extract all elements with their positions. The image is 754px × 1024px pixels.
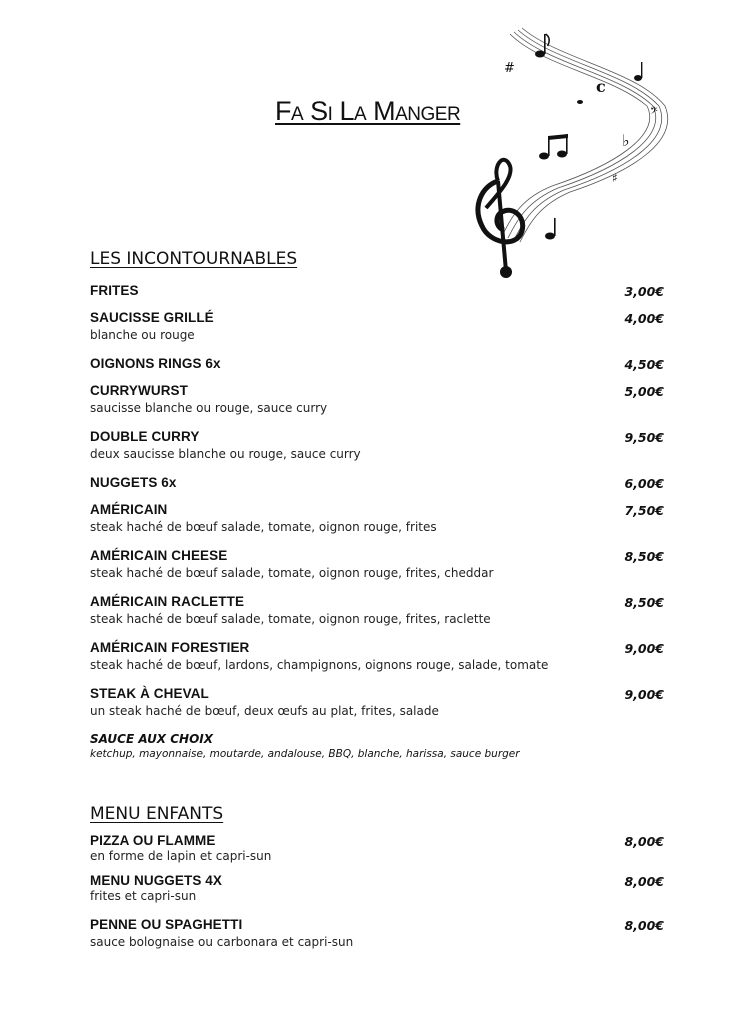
menu-item (90, 917, 664, 949)
item-name: STEAK À CHEVAL (90, 686, 209, 701)
menu-item (90, 502, 664, 534)
menu-item (90, 429, 664, 461)
menu-item (90, 383, 664, 415)
item-price: 8,50€ (624, 549, 664, 564)
section-heading-menu-enfants: MENU ENFANTS (90, 804, 224, 824)
item-price: 9,50€ (624, 430, 664, 445)
item-price: 5,00€ (624, 384, 664, 399)
item-name: DOUBLE CURRY (90, 429, 200, 444)
item-name: AMÉRICAIN FORESTIER (90, 640, 250, 655)
item-name: CURRYWURST (90, 383, 188, 398)
item-name: OIGNONS RINGS 6x (90, 356, 221, 371)
item-description: steak haché de bœuf salade, tomate, oignon rouge, frites (90, 520, 437, 534)
item-description: steak haché de bœuf salade, tomate, oignon rouge, frites, raclette (90, 612, 491, 626)
item-name: AMÉRICAIN RACLETTE (90, 594, 245, 609)
item-price: 8,00€ (624, 874, 664, 889)
item-name: FRITES (90, 283, 139, 298)
item-price: 6,00€ (624, 476, 664, 491)
item-price: 8,00€ (624, 918, 664, 933)
menu-item (90, 594, 664, 626)
item-description: frites et capri-sun (90, 889, 197, 903)
menu-item (90, 475, 664, 490)
item-description: saucisse blanche ou rouge, sauce curry (90, 401, 328, 415)
menu-item (90, 356, 664, 371)
menu-item (90, 640, 664, 672)
item-description: steak haché de bœuf, lardons, champignons, oignons rouge, salade, tomate (90, 658, 549, 672)
svg-text:𝄢: 𝄢 (650, 105, 658, 119)
item-name: PIZZA OU FLAMME (90, 833, 216, 848)
menu-item (90, 833, 664, 863)
item-price: 4,50€ (624, 357, 664, 372)
svg-text:♭: ♭ (622, 131, 630, 150)
item-price: 7,50€ (624, 503, 664, 518)
item-price: 4,00€ (624, 311, 664, 326)
svg-text:#: # (504, 61, 515, 76)
item-price: 8,50€ (624, 595, 664, 610)
item-price: 9,00€ (624, 687, 664, 702)
sauce-list: ketchup, mayonnaise, moutarde, andalouse, BBQ, blanche, harissa, sauce burger (90, 748, 520, 760)
item-description: steak haché de bœuf salade, tomate, oignon rouge, frites, cheddar (90, 566, 494, 580)
item-name: SAUCISSE GRILLÉ (90, 310, 214, 325)
menu-item (90, 283, 664, 298)
menu-item (90, 686, 664, 718)
sauce-title: SAUCE AUX CHOIX (90, 732, 214, 746)
item-price: 9,00€ (624, 641, 664, 656)
item-description: en forme de lapin et capri-sun (90, 849, 272, 863)
item-description: blanche ou rouge (90, 328, 195, 342)
menu-item (90, 548, 664, 580)
item-description: sauce bolognaise ou carbonara et capri-sun (90, 935, 354, 949)
item-price: 8,00€ (624, 834, 664, 849)
item-description: deux saucisse blanche ou rouge, sauce curry (90, 447, 361, 461)
svg-text:♯: ♯ (612, 171, 618, 185)
item-name: AMÉRICAIN (90, 502, 168, 517)
menu-title: Fa Si La Manger (275, 96, 461, 126)
item-name: NUGGETS 6x (90, 475, 177, 490)
menu-item (90, 310, 664, 342)
item-name: AMÉRICAIN CHEESE (90, 548, 228, 563)
treble-clef-icon (478, 160, 523, 278)
item-description: un steak haché de bœuf, deux œufs au plat, frites, salade (90, 704, 439, 718)
sauce-block (90, 732, 664, 760)
item-name: MENU NUGGETS 4X (90, 873, 223, 888)
item-price: 3,00€ (624, 284, 664, 299)
item-name: PENNE OU SPAGHETTI (90, 917, 243, 932)
svg-text:c: c (596, 77, 606, 96)
music-notes-illustration (462, 26, 694, 286)
section-heading-incontournables: LES INCONTOURNABLES (90, 249, 298, 269)
menu-item (90, 873, 664, 903)
